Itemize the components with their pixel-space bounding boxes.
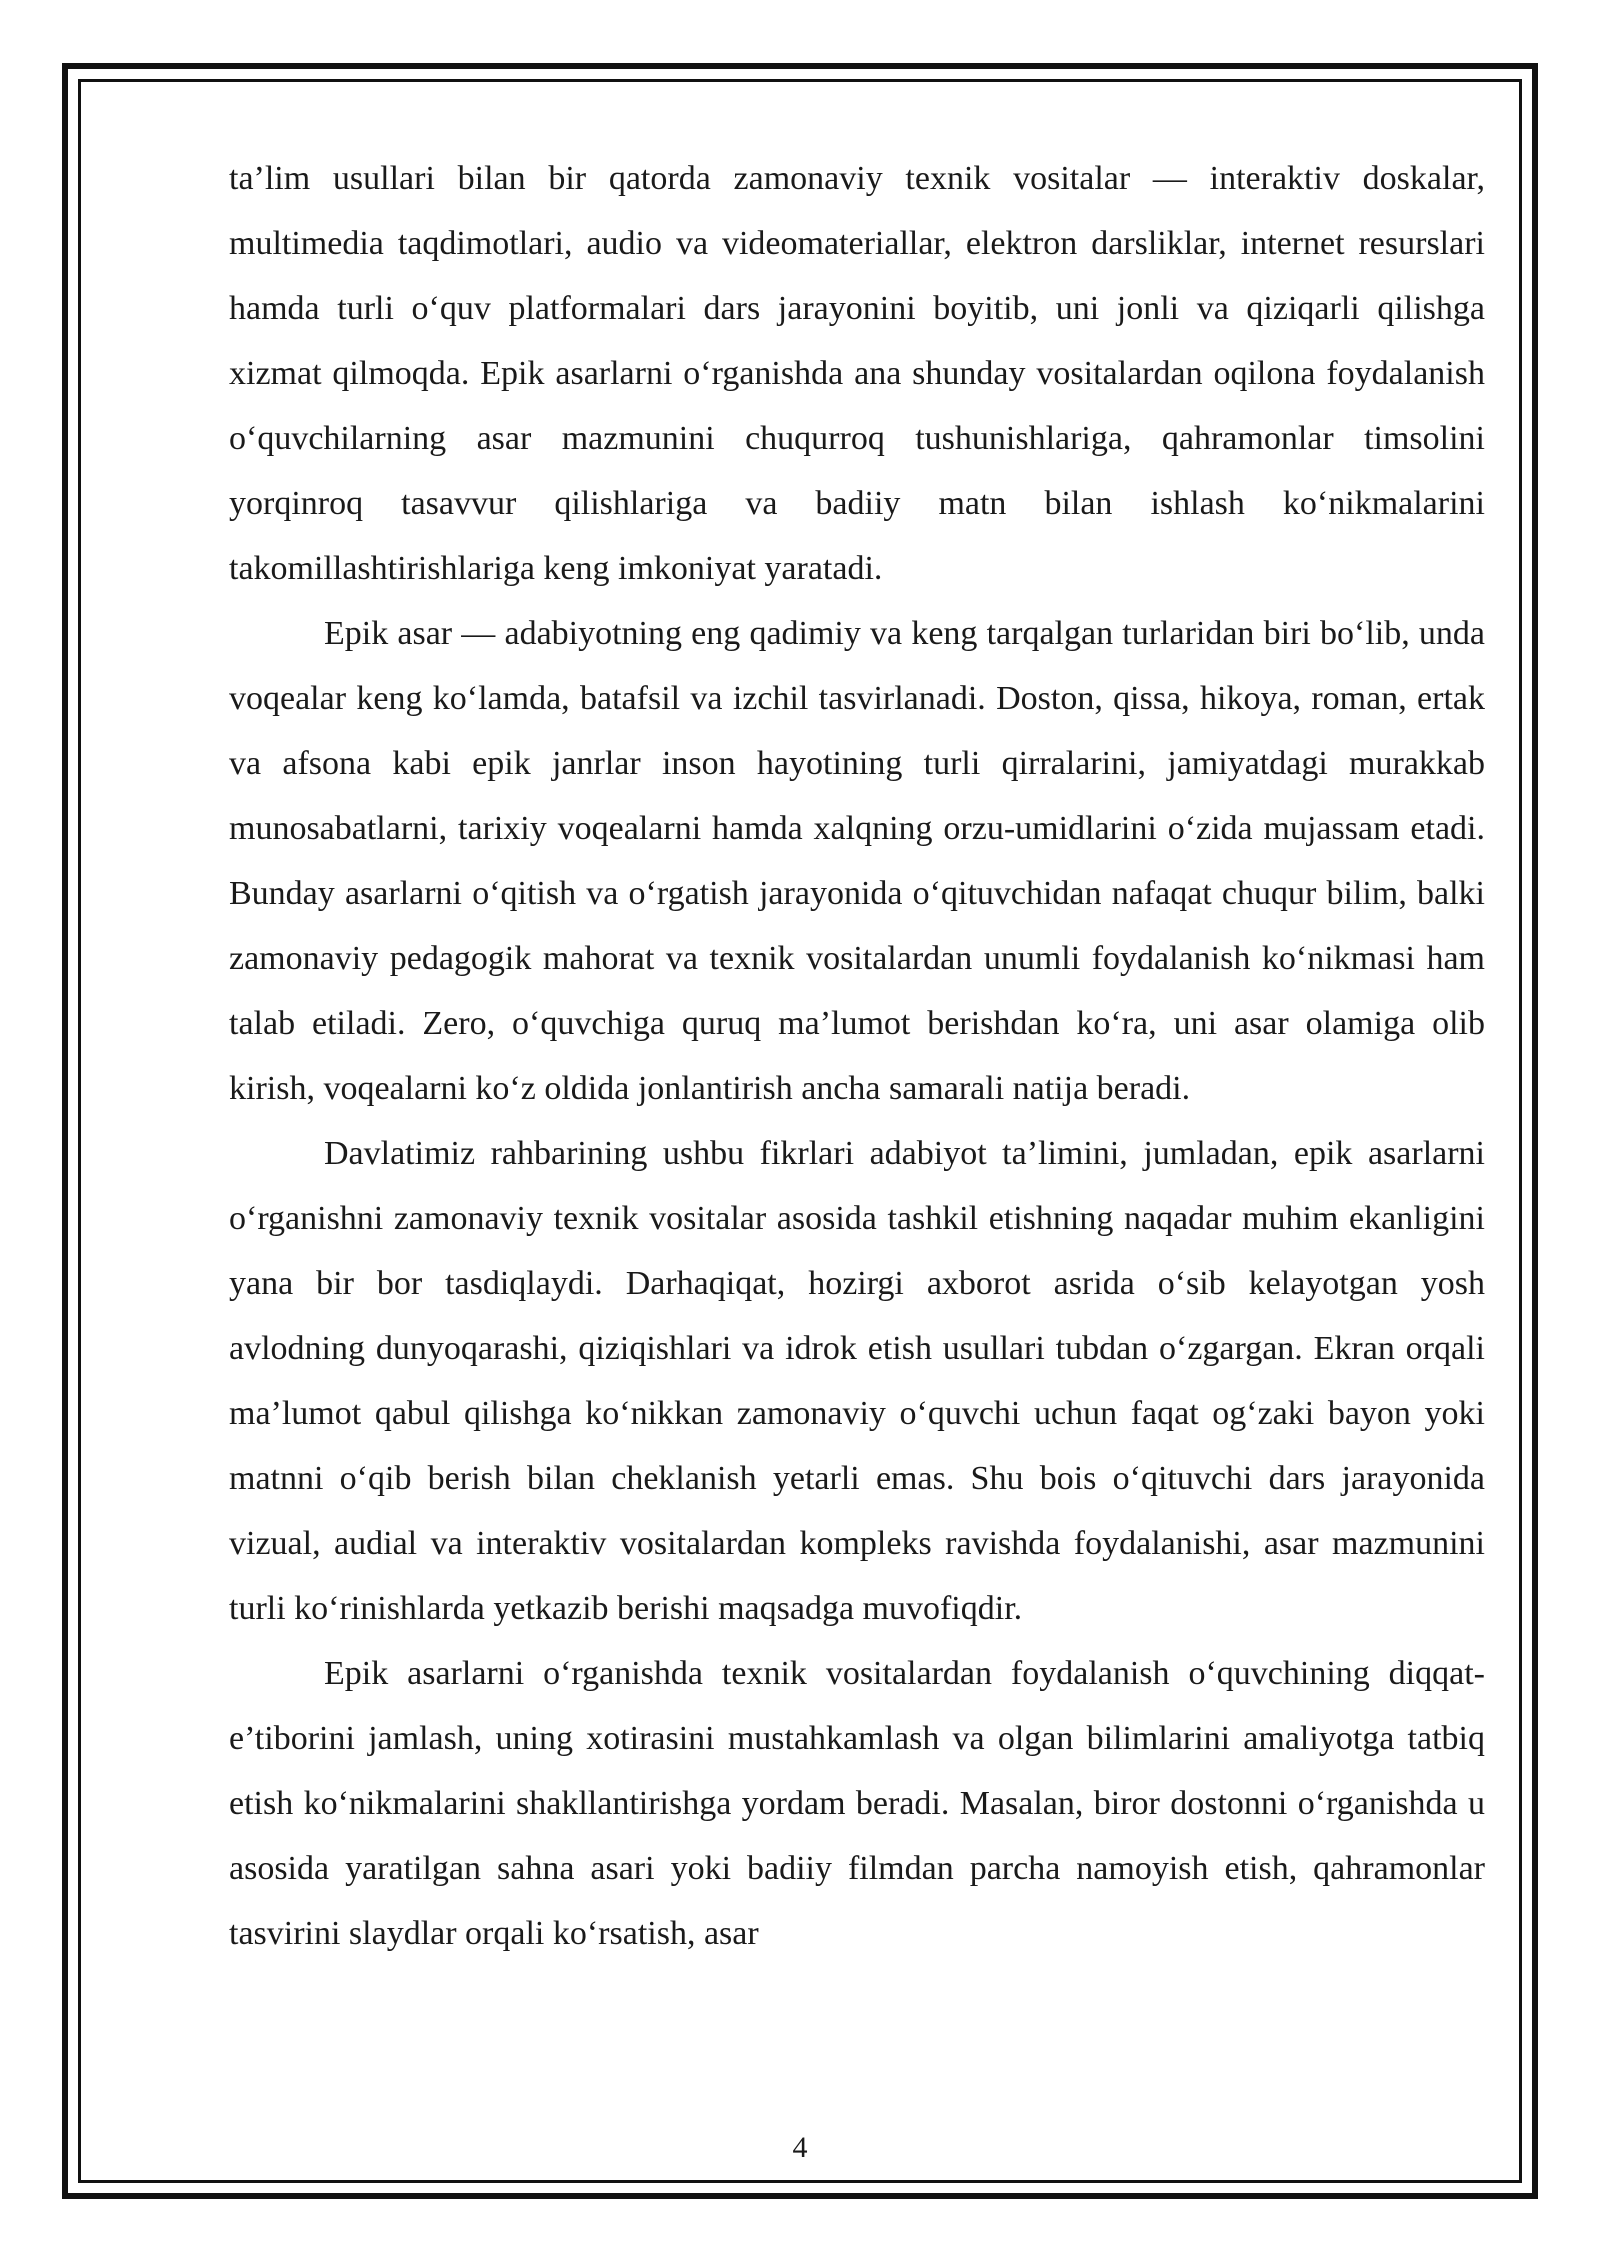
document-body	[229, 146, 1485, 1966]
page-number: 4	[792, 2131, 808, 2164]
paragraph-4: Epik asarlarni o‘rganishda texnik vositalardan foydalanish o‘quvchining diqqat-e’tiborini jamlash, uning xotirasini mustahkamlash va olgan bilimlarini amaliyotga tatbiq etish ko‘nikmalarini shakllantirishga yordam beradi. Masalan, biror dostonni o‘rganishda u asosida yaratilgan sahna asari yoki badiiy filmdan parcha namoyish etish, qahramonlar tasvirini slaydlar orqali ko‘rsatish, asar	[229, 1655, 1485, 1952]
paragraph-2: Epik asar — adabiyotning eng qadimiy va keng tarqalgan turlaridan biri bo‘lib, unda voqealar keng ko‘lamda, batafsil va izchil tasvirlanadi. Doston, qissa, hikoya, roman, ertak va afsona kabi epik janrlar inson hayotining turli qirralarini, jamiyatdagi murakkab munosabatlarni, tarixiy voqealarni hamda xalqning orzu-umidlarini o‘zida mujassam etadi. Bunday asarlarni o‘qitish va o‘rgatish jarayonida o‘qituvchidan nafaqat chuqur bilim, balki zamonaviy pedagogik mahorat va texnik vositalardan unumli foydalanish ko‘nikmasi ham talab etiladi. Zero, o‘quvchiga quruq ma’lumot berishdan ko‘ra, uni asar olamiga olib kirish, voqealarni ko‘z oldida jonlantirish ancha samarali natija beradi.	[229, 615, 1485, 1107]
paragraph-3: Davlatimiz rahbarining ushbu fikrlari adabiyot ta’limini, jumladan, epik asarlarni o‘rganishni zamonaviy texnik vositalar asosida tashkil etishning naqadar muhim ekanligini yana bir bor tasdiqlaydi. Darhaqiqat, hozirgi axborot asrida o‘sib kelayotgan yosh avlodning dunyoqarashi, qiziqishlari va idrok etish usullari tubdan o‘zgargan. Ekran orqali ma’lumot qabul qilishga ko‘nikkan zamonaviy o‘quvchi uchun faqat og‘zaki bayon yoki matnni o‘qib berish bilan cheklanish yetarli emas. Shu bois o‘qituvchi dars jarayonida vizual, audial va interaktiv vositalardan kompleks ravishda foydalanishi, asar mazmunini turli ko‘rinishlarda yetkazib berishi maqsadga muvofiqdir.	[229, 1135, 1485, 1627]
paragraph-1: ta’lim usullari bilan bir qatorda zamonaviy texnik vositalar — interaktiv doskalar, multimedia taqdimotlari, audio va videomateriallar, elektron darsliklar, internet resurslari hamda turli o‘quv platformalari dars jarayonini boyitib, uni jonli va qiziqarli qilishga xizmat qilmoqda. Epik asarlarni o‘rganishda ana shunday vositalardan oqilona foydalanish o‘quvchilarning asar mazmunini chuqurroq tushunishlariga, qahramonlar timsolini yorqinroq tasavvur qilishlariga va badiiy matn bilan ishlash ko‘nikmalarini takomillashtirishlariga keng imkoniyat yaratadi.	[229, 160, 1485, 587]
